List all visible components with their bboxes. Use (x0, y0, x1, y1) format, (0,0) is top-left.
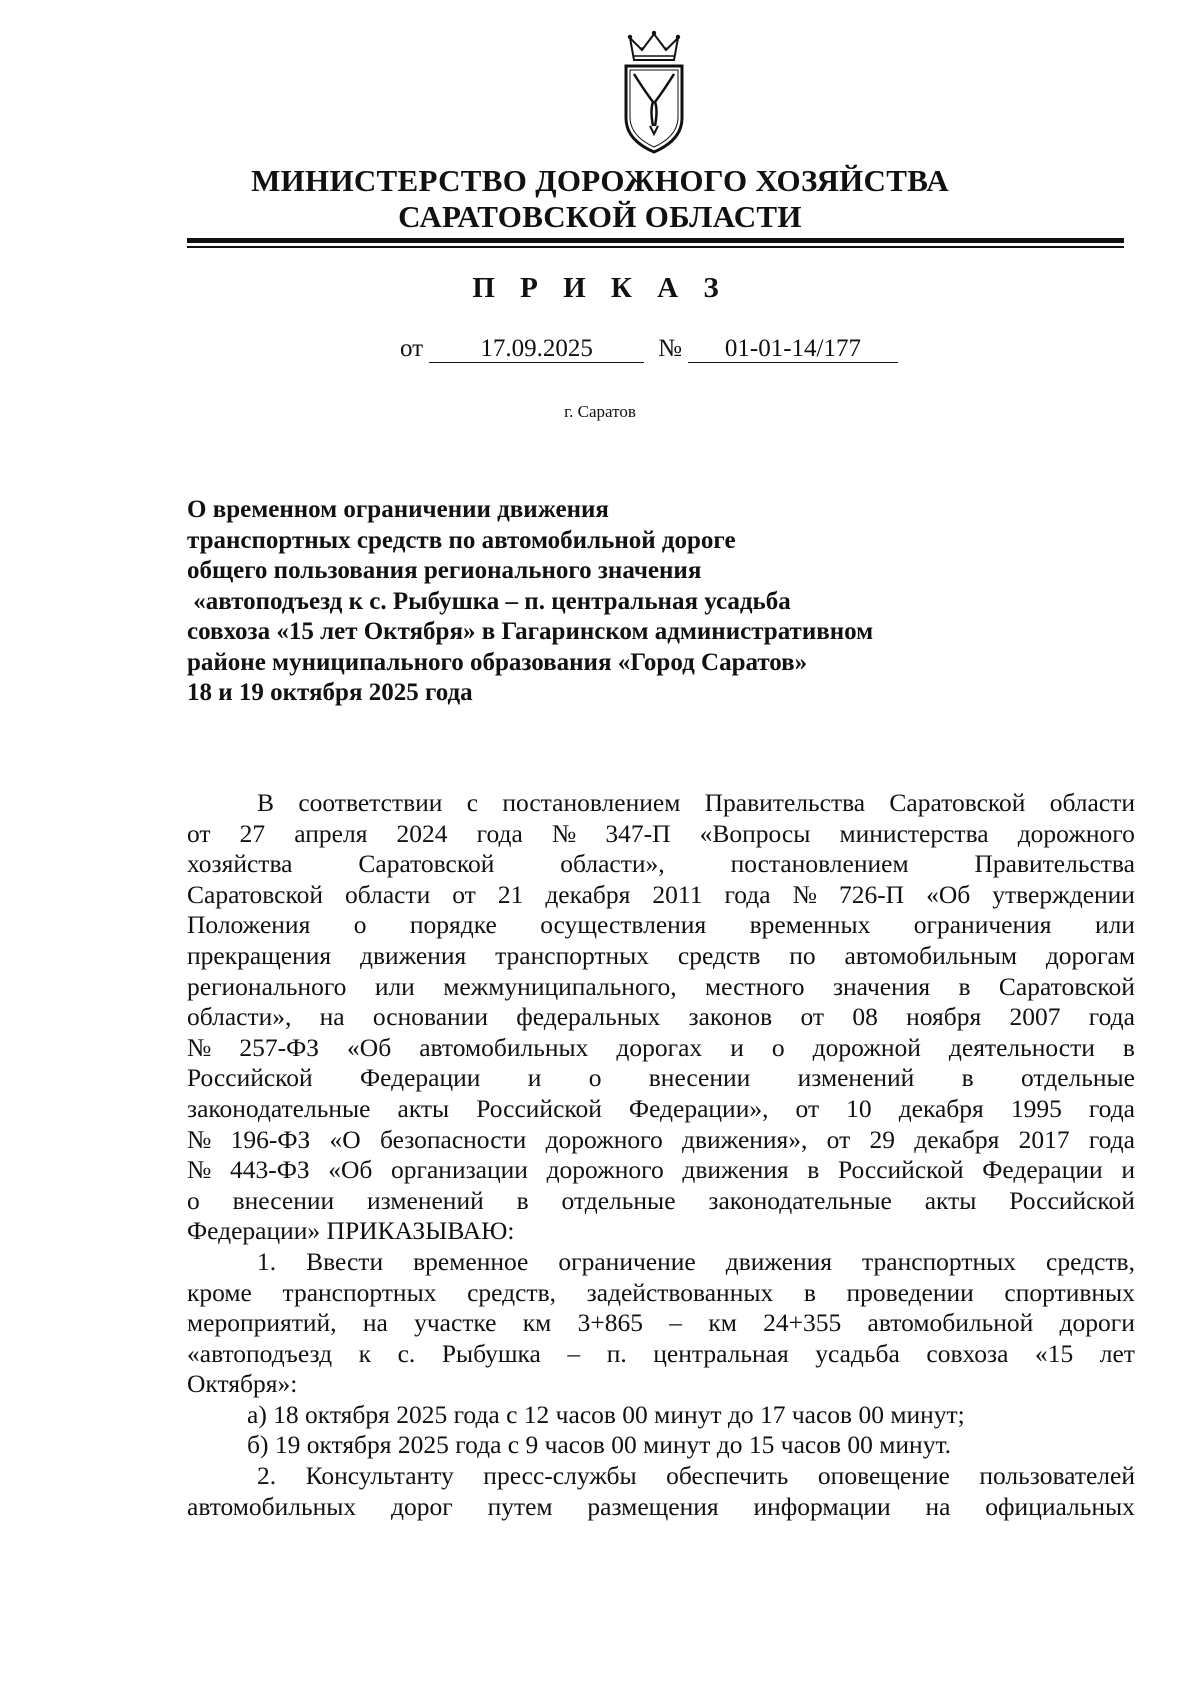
body-word: от (826, 1124, 851, 1154)
body-word: № (187, 1124, 212, 1154)
body-word: 1995 (1010, 1093, 1062, 1123)
order-date: 17.09.2025 (429, 336, 644, 363)
saratov-coat-of-arms-emblem (620, 30, 688, 155)
body-word: № (187, 1032, 212, 1062)
body-word: безопасности (379, 1124, 527, 1154)
body-word: 08 (852, 1002, 878, 1032)
body-word: движения (725, 1246, 833, 1276)
body-word: № (187, 1155, 212, 1185)
body-word: внесении (232, 1185, 335, 1215)
body-word: дорожной (812, 1032, 921, 1062)
order-meta-line (400, 335, 898, 363)
body-word: дорог (391, 1491, 453, 1521)
body-word: дороги (1059, 1308, 1135, 1338)
body-word: Саратовской (358, 849, 495, 879)
body-word: «Об (347, 1032, 392, 1062)
body-word: изменений (367, 1185, 484, 1215)
body-word: 2007 (1009, 1002, 1061, 1032)
body-word: и (527, 1063, 542, 1093)
body-word: от (800, 1002, 825, 1032)
body-word: и (730, 1032, 744, 1062)
body-word: организации (391, 1155, 528, 1185)
body-word: дорогам (1045, 940, 1135, 970)
subject-line: транспортных средств по автомобильной дороге (187, 526, 736, 554)
body-word: 24+355 (763, 1308, 842, 1338)
body-word: автомобильных (419, 1032, 589, 1062)
order-subject (187, 495, 873, 709)
body-word: автомобильным (844, 940, 1018, 970)
body-word: порядке (409, 910, 497, 940)
body-word: Российской (187, 1063, 313, 1093)
body-word: Саратовской (889, 788, 1026, 817)
body-word: ограничение (558, 1246, 696, 1276)
body-word: года (724, 879, 771, 909)
body-word: – (567, 1338, 581, 1368)
body-word: законов (688, 1002, 773, 1032)
body-word: в (961, 1063, 974, 1093)
subject-line: совхоза «15 лет Октября» в Гагаринском административном (187, 618, 874, 645)
body-word: акты (924, 1185, 977, 1215)
city-of-issue: г. Саратов (564, 402, 636, 421)
body-line (187, 1308, 1135, 1339)
body-line: Октября»: (187, 1369, 298, 1399)
body-line (187, 1461, 1135, 1492)
body-word: средств (677, 940, 761, 970)
body-word: 27 (239, 818, 266, 848)
body-word: проведении (846, 1277, 974, 1307)
body-word: км (708, 1308, 737, 1338)
body-line (187, 849, 1135, 880)
body-word: акты (397, 1093, 450, 1123)
body-word: 196-ФЗ (230, 1124, 311, 1154)
body-word: местного (705, 971, 805, 1001)
body-word: 1. (257, 1246, 277, 1276)
body-line (187, 819, 1135, 850)
body-line (187, 1002, 1135, 1033)
body-word: в (958, 971, 971, 1001)
body-word: постановлением (730, 849, 909, 879)
body-line (187, 1492, 1135, 1523)
body-line (187, 1063, 1135, 1094)
body-word: Федерации (359, 1063, 481, 1093)
body-word: размещения (587, 1491, 719, 1521)
body-word: ограничения (913, 910, 1052, 940)
body-word: от (452, 879, 476, 909)
body-word: Российской (1009, 1185, 1135, 1215)
body-line (187, 1278, 1135, 1309)
body-word: кроме (187, 1277, 252, 1307)
body-word: дорожного (1017, 818, 1135, 848)
body-word: 3+865 (577, 1308, 643, 1338)
body-word: движения (682, 1155, 789, 1185)
subject-line: общего пользования регионального значения (187, 557, 702, 584)
body-word: автомобильных (187, 1491, 357, 1521)
body-word: года (1088, 1124, 1135, 1154)
body-word: осуществления (540, 910, 707, 940)
body-word: законодательные (187, 1093, 371, 1123)
body-line (187, 941, 1135, 972)
body-word: задействованных (586, 1277, 774, 1307)
body-word: прекращения (187, 940, 332, 970)
body-word: по (789, 940, 816, 970)
body-line (187, 972, 1135, 1003)
body-word: основании (372, 1002, 488, 1032)
body-line: б) 19 октября 2025 года с 9 часов 00 минут до 15 часов 00 минут. (247, 1430, 952, 1460)
body-word: Российской (476, 1093, 602, 1123)
body-word: соответствии (298, 788, 443, 817)
body-word: лет (1099, 1338, 1135, 1368)
body-word: регионального (187, 971, 347, 1001)
body-word: 2011 (652, 879, 703, 909)
body-word: постановлением (502, 788, 681, 817)
date-label: от (400, 335, 424, 362)
body-word: спортивных (1004, 1277, 1135, 1307)
body-word: Правительства (704, 788, 866, 817)
body-line (187, 1155, 1135, 1186)
header-divider-thin (187, 246, 1124, 248)
body-line (187, 1033, 1135, 1064)
subject-line: районе муниципального образования «Город Саратов» (187, 648, 808, 676)
body-word: ноября (906, 1002, 982, 1032)
body-word: и (1121, 1155, 1135, 1185)
body-word: центральная (653, 1338, 789, 1368)
body-word: с. (397, 1338, 416, 1368)
body-word: о (187, 1185, 200, 1215)
body-word: временных (749, 910, 871, 940)
body-word: 29 (869, 1124, 895, 1154)
body-word: временное (413, 1246, 529, 1276)
body-word: Федерации (982, 1155, 1103, 1185)
body-word: области (345, 879, 431, 909)
body-word: пресс-службы (483, 1461, 637, 1491)
body-word: «Об (328, 1155, 373, 1185)
body-word: отдельные (1021, 1063, 1135, 1093)
subject-line: 18 и 19 октября 2025 года (187, 679, 473, 706)
body-word: «О (329, 1124, 361, 1154)
order-number: 01-01-14/177 (688, 336, 898, 363)
subject-line: О временном ограничении движения (187, 496, 609, 523)
body-word: министерства (839, 818, 989, 848)
body-word: Ввести (306, 1246, 384, 1276)
body-word: дорожного (545, 1124, 663, 1154)
body-word: Саратовской (998, 971, 1135, 1001)
body-word: на (925, 1491, 951, 1521)
body-word: «автоподъезд (187, 1338, 333, 1368)
body-word: области», (560, 849, 665, 879)
body-word: транспортных (862, 1246, 1017, 1276)
number-label: № (658, 335, 682, 362)
body-word: км (522, 1308, 552, 1338)
body-word: Саратовской (187, 879, 323, 909)
body-word: области (1049, 788, 1135, 817)
body-word: 347-П (605, 818, 671, 848)
ministry-name-line-1: МИНИСТЕРСТВО ДОРОЖНОГО ХОЗЯЙСТВА (251, 163, 949, 198)
body-word: движения», (682, 1124, 808, 1154)
body-word: значения (832, 971, 931, 1001)
body-word: о (588, 1063, 602, 1093)
body-word: о (771, 1032, 785, 1062)
body-line (187, 1125, 1135, 1156)
body-word: о (353, 910, 367, 940)
body-word: года (1088, 1002, 1135, 1032)
body-word: средств, (1046, 1246, 1135, 1276)
order-body-text (187, 788, 1135, 1522)
body-word: года (476, 818, 523, 848)
body-line (187, 1094, 1135, 1125)
subject-line: «автоподъезд к с. Рыбушка – п. центральная усадьба (187, 587, 791, 615)
header-divider-thick (187, 238, 1124, 243)
body-word: в (516, 1185, 529, 1215)
body-word: совхоза (926, 1338, 1009, 1368)
body-word: усадьба (815, 1338, 900, 1368)
body-word: средств, (467, 1277, 556, 1307)
body-word: пользователей (979, 1461, 1135, 1491)
body-word: апреля (294, 818, 368, 848)
body-word: № (551, 818, 577, 848)
body-word: на (362, 1308, 388, 1338)
body-word: в (1122, 1032, 1135, 1062)
body-word: п. (606, 1338, 627, 1368)
body-word: транспортных (282, 1277, 437, 1307)
body-word: к (358, 1338, 372, 1368)
body-word: с (466, 788, 479, 817)
body-word: 2024 (396, 818, 448, 848)
body-word: 2. (257, 1461, 277, 1491)
body-word: обеспечить (666, 1461, 789, 1491)
body-word: декабря (545, 879, 631, 909)
body-line (187, 788, 1135, 819)
body-word: на (319, 1002, 345, 1032)
body-word: путем (487, 1491, 553, 1521)
body-word: официальных (985, 1491, 1135, 1521)
body-word: от (187, 818, 211, 848)
body-word: федеральных (516, 1002, 661, 1032)
body-word: участке (414, 1308, 497, 1338)
body-word: отдельные (561, 1185, 676, 1215)
body-word: «15 (1034, 1338, 1074, 1368)
body-word: «Об (926, 879, 971, 909)
body-word: 21 (497, 879, 524, 909)
body-word: 10 (846, 1093, 872, 1123)
body-word: дорогах (616, 1032, 703, 1062)
body-word: законодательные (708, 1185, 892, 1215)
body-word: движения (359, 940, 467, 970)
body-word: внесении (648, 1063, 751, 1093)
body-word: Консультанту (305, 1461, 454, 1491)
body-word: автомобильной (867, 1308, 1034, 1338)
body-line: а) 18 октября 2025 года с 12 часов 00 минут до 17 часов 00 минут; (247, 1399, 965, 1429)
body-line (187, 910, 1135, 941)
body-word: информации (753, 1491, 891, 1521)
body-line: Федерации» ПРИКАЗЫВАЮ: (187, 1216, 515, 1246)
body-word: Российской (837, 1155, 964, 1185)
body-line (187, 880, 1135, 911)
body-word: 726-П (838, 879, 905, 909)
body-word: Рыбушка (441, 1338, 541, 1368)
body-word: 257-ФЗ (239, 1032, 320, 1062)
body-word: декабря (914, 1124, 1000, 1154)
body-word: изменений (797, 1063, 915, 1093)
body-word: В (257, 788, 275, 817)
body-line (187, 1247, 1135, 1278)
body-word: деятельности (948, 1032, 1095, 1062)
body-word: транспортных (495, 940, 650, 970)
body-word: утверждении (992, 879, 1135, 909)
document-type-title: П Р И К А З (472, 272, 728, 304)
body-word: года (1088, 1093, 1135, 1123)
body-word: или (1094, 910, 1135, 940)
body-word: «Вопросы (699, 818, 811, 848)
body-word: Положения (187, 910, 311, 940)
body-line (187, 1339, 1135, 1370)
body-word: дорожного (546, 1155, 664, 1185)
ministry-name-line-2: САРАТОВСКОЙ ОБЛАСТИ (398, 199, 802, 234)
body-word: от (795, 1093, 820, 1123)
body-word: 443-ФЗ (229, 1155, 310, 1185)
body-word: № (792, 879, 817, 909)
body-word: оповещение (817, 1461, 950, 1491)
body-word: в (803, 1277, 816, 1307)
body-word: Федерации», (628, 1093, 769, 1123)
body-word: хозяйства (187, 849, 293, 879)
body-word: межмуниципального, (443, 971, 677, 1001)
body-word: области», (187, 1002, 292, 1032)
body-word: декабря (898, 1093, 984, 1123)
body-word: в (807, 1155, 820, 1185)
body-word: 2017 (1018, 1124, 1070, 1154)
body-line (187, 1186, 1135, 1217)
body-word: – (669, 1308, 683, 1338)
body-word: мероприятий, (187, 1308, 337, 1338)
body-word: Правительства (974, 849, 1135, 879)
body-word: или (374, 971, 415, 1001)
